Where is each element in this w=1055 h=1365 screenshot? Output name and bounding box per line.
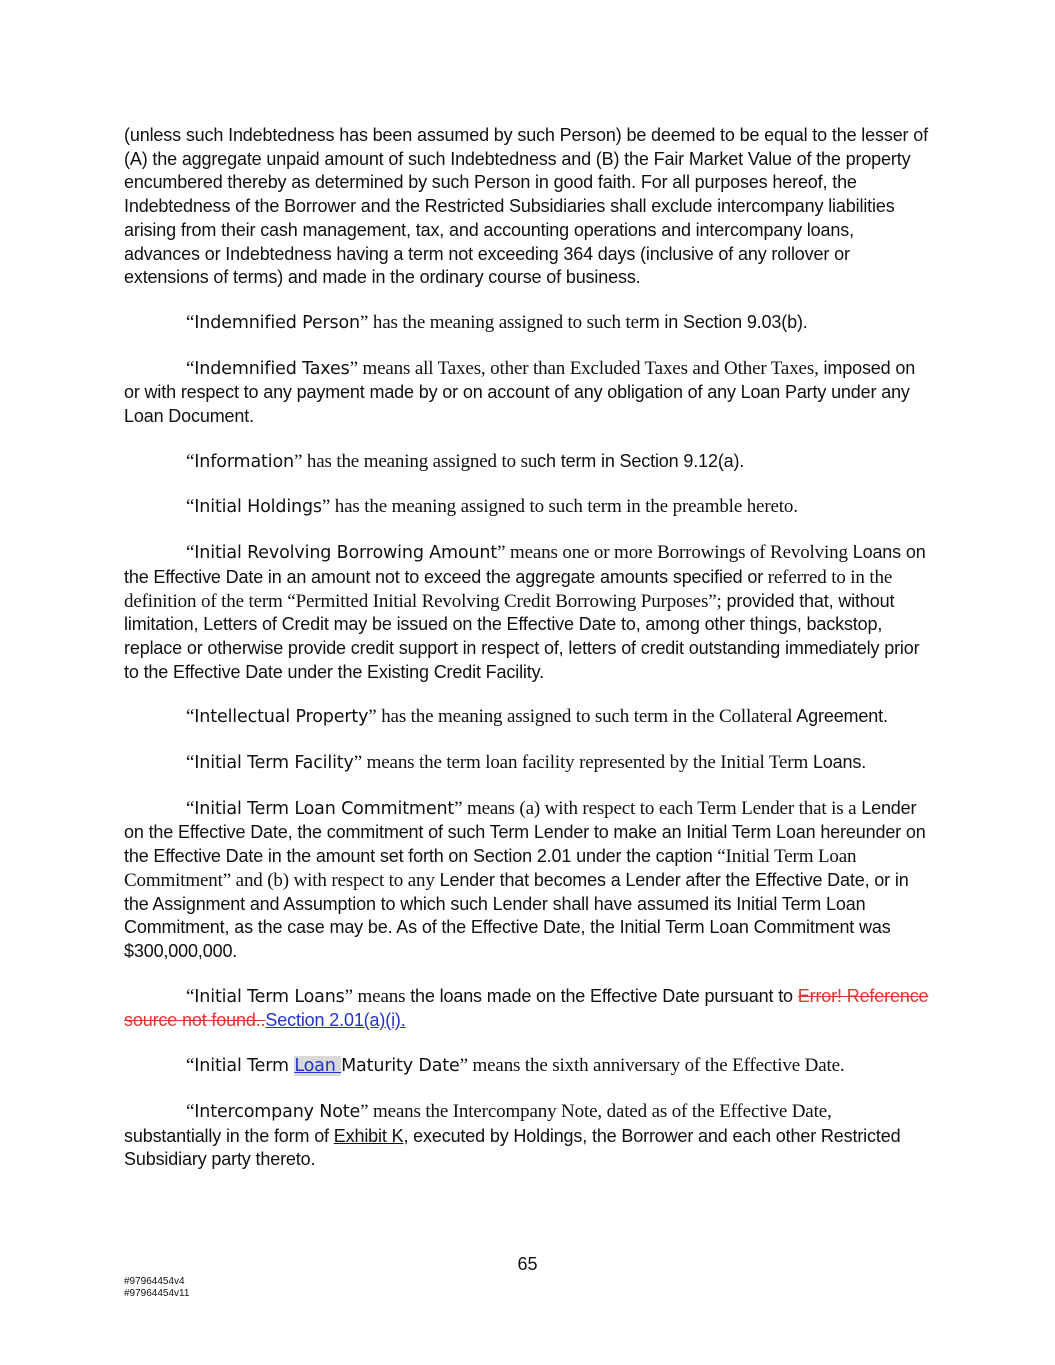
definition-indemnified-person: “Indemnified Person” has the meaning assigned to such term in Section 9.03(b). xyxy=(186,311,808,333)
definition-initial-term-loans: “Initial Term Loans” means the loans made on the Effective Date pursuant to Error! Reference source not found..Section 2.01(a)(i). xyxy=(124,985,929,1031)
defined-term: Initial Holdings xyxy=(194,497,322,518)
definition-intellectual-property: “Intellectual Property” has the meaning assigned to such term in the Collateral Agreement. xyxy=(186,706,888,728)
document-body xyxy=(124,124,932,1193)
deleted-text: Error! Reference source not found. xyxy=(124,985,929,1031)
defined-term: Initial Term Loans xyxy=(194,986,345,1007)
definition-initial-term-loan-maturity-date: “Initial Term Loan Maturity Date” means the sixth anniversary of the Effective Date. xyxy=(186,1055,845,1077)
exhibit-reference[interactable]: Exhibit K xyxy=(333,1125,404,1146)
defined-term: Intellectual Property xyxy=(194,707,369,728)
defined-term: Initial Term Facility xyxy=(194,753,354,774)
defined-term: Information xyxy=(194,451,294,472)
defined-term: Initial Term xyxy=(194,1056,295,1077)
definition-initial-revolving-borrowing-amount: “Initial Revolving Borrowing Amount” means one or more Borrowings of Revolving Loans on the Effective Date in an amount not to exceed the aggregate amounts specified or referred to in the definition of the term “Permitted Initial Revolving Credit Borrowing Purposes”; provided that, without limitation, Letters of Credit may be issued on the Effective Date to, among other things, backstop, replace or otherwise provide credit support in respect of, letters of credit outstanding immediately prior to the Effective Date under the Existing Credit Facility. xyxy=(124,542,926,682)
document-footer xyxy=(124,1276,189,1300)
defined-term: Initial Term Loan Commitment xyxy=(194,798,455,819)
definition-indemnified-taxes: “Indemnified Taxes” means all Taxes, other than Excluded Taxes and Other Taxes, imposed on or with respect to any payment made by or on account of any obligation of any Loan Party under any Loan Document. xyxy=(124,357,916,427)
document-id-line-2: #97964454v11 xyxy=(124,1288,190,1299)
page-number: 65 xyxy=(517,1254,538,1274)
inserted-section-reference[interactable]: Section 2.01(a)(i). xyxy=(265,1010,406,1031)
definition-intercompany-note: “Intercompany Note” means the Intercompany Note, dated as of the Effective Date, substantially in the form of Exhibit K, executed by Holdings, the Borrower and each other Restricted Subsidiary party thereto. xyxy=(124,1100,901,1170)
defined-term: Intercompany Note xyxy=(194,1101,361,1122)
definition-initial-term-facility: “Initial Term Facility” means the term loan facility represented by the Initial Term Loans. xyxy=(186,752,867,774)
definition-initial-holdings: “Initial Holdings” has the meaning assigned to such term in the preamble hereto. xyxy=(186,496,798,518)
defined-term: Indemnified Person xyxy=(194,312,360,333)
inserted-text: Loan xyxy=(294,1056,342,1077)
document-id-line-1: #97964454v4 xyxy=(124,1276,185,1287)
defined-term: Indemnified Taxes xyxy=(194,358,350,379)
definition-information: “Information” has the meaning assigned to such term in Section 9.12(a). xyxy=(186,450,745,472)
paragraph-indebtedness-continued: (unless such Indebtedness has been assumed by such Person) be deemed to be equal to the lesser of (A) the aggregate unpaid amount of such Indebtedness and (B) the Fair Market Value of the property encumbered thereby as determined by such Person in good faith. For all purposes hereof, the Indebtedness of the Borrower and the Restricted Subsidiaries shall exclude intercompany liabilities arising from their cash management, tax, and accounting operations and intercompany loans, advances or Indebtedness having a term not exceeding 364 days (inclusive of any rollover or extensions of terms) and made in the ordinary course of business. xyxy=(124,125,928,288)
definition-initial-term-loan-commitment: “Initial Term Loan Commitment” means (a) with respect to each Term Lender that is a Lender on the Effective Date, the commitment of such Term Lender to make an Initial Term Loan hereunder on the Effective Date in the amount set forth on Section 2.01 under the caption “Initial Term Loan Commitment” and (b) with respect to any Lender that becomes a Lender after the Effective Date, or in the Assignment and Assumption to which such Lender shall have assumed its Initial Term Loan Commitment, as the case may be. As of the Effective Date, the Initial Term Loan Commitment was $300,000,000. xyxy=(124,797,926,961)
defined-term: Initial Revolving Borrowing Amount xyxy=(194,543,498,564)
